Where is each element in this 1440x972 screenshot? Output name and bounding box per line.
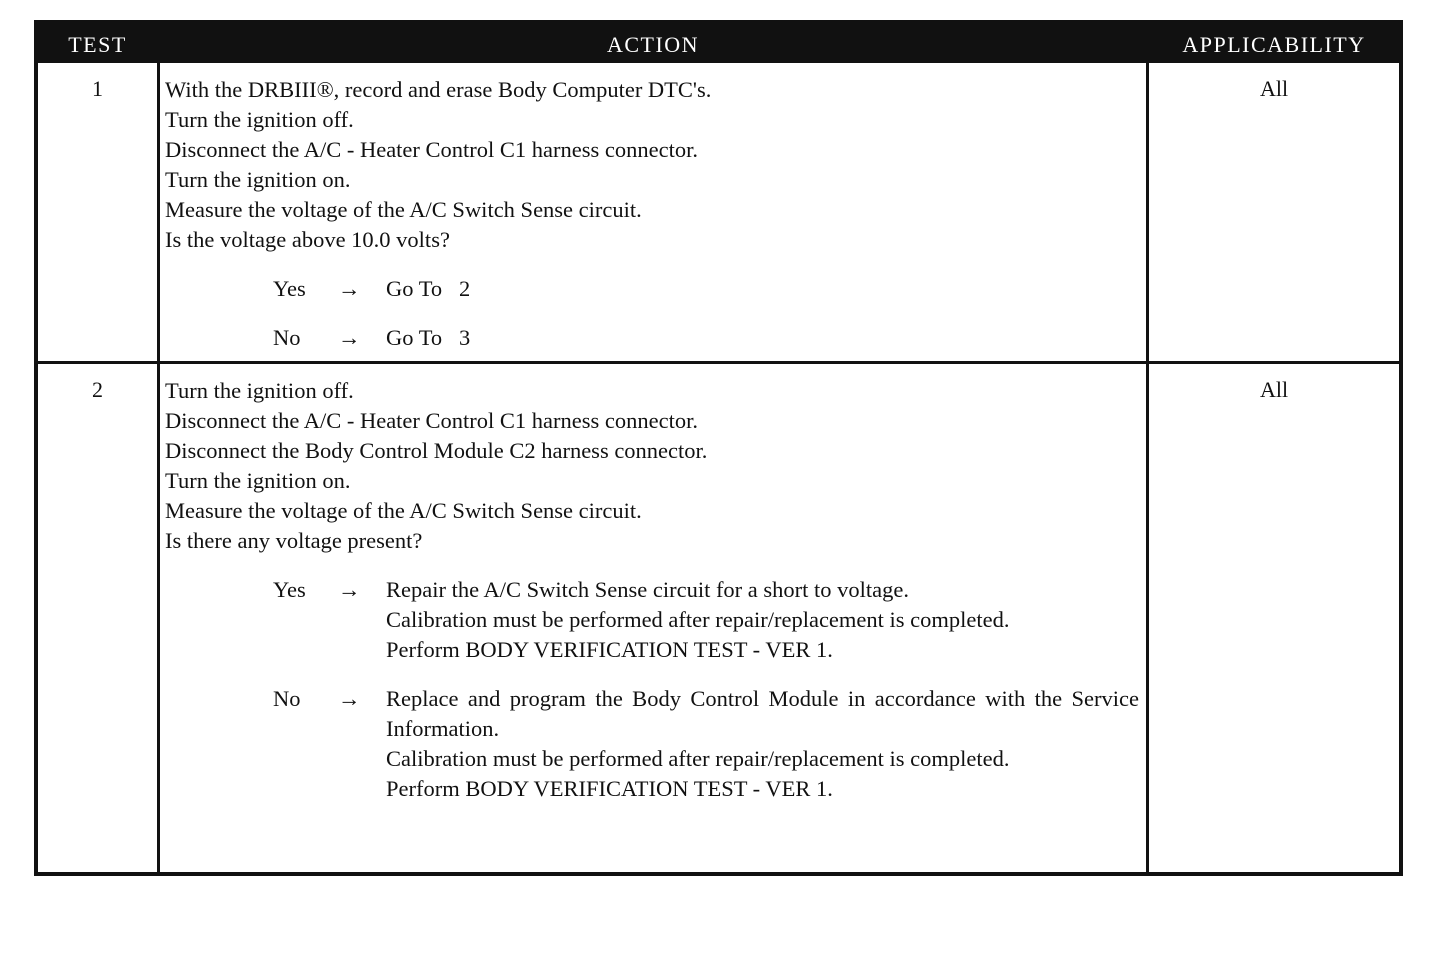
action-cell	[165, 376, 1145, 804]
action-step: With the DRBIII®, record and erase Body Computer DTC's.	[165, 77, 712, 102]
column-divider	[157, 24, 160, 872]
action-step: Measure the voltage of the A/C Switch Sense circuit.	[165, 197, 642, 222]
table-header	[38, 24, 1399, 63]
applicability-value: All	[1259, 76, 1289, 101]
row-divider	[38, 361, 1399, 364]
arrow-icon: →	[338, 686, 361, 711]
outcome-result	[386, 684, 1139, 804]
action-step: Is there any voltage present?	[165, 528, 423, 553]
outcome-yes	[165, 274, 1145, 304]
action-step: Disconnect the Body Control Module C2 harness connector.	[165, 438, 708, 463]
action-cell	[165, 75, 1145, 353]
result-line: Calibration must be performed after repair/replacement is completed.	[386, 607, 1010, 632]
arrow-icon: →	[338, 325, 361, 350]
action-step: Disconnect the A/C - Heater Control C1 harness connector.	[165, 408, 698, 433]
answer-label: Yes	[273, 276, 306, 301]
action-step: Disconnect the A/C - Heater Control C1 harness connector.	[165, 137, 698, 162]
outcome-no	[165, 323, 1145, 353]
result-line: Repair the A/C Switch Sense circuit for a short to voltage.	[386, 577, 910, 602]
outcome-no	[165, 684, 1145, 804]
header-action: ACTION	[606, 32, 700, 57]
test-number: 2	[92, 377, 103, 402]
answer-label: Yes	[273, 577, 306, 602]
answer-label: No	[273, 686, 301, 711]
answer-label: No	[273, 325, 301, 350]
action-step: Turn the ignition on.	[165, 167, 351, 192]
result-line: Calibration must be performed after repair/replacement is completed.	[386, 746, 1010, 771]
test-number: 1	[92, 76, 103, 101]
result-line: Perform BODY VERIFICATION TEST - VER 1.	[386, 637, 833, 662]
result-line: Perform BODY VERIFICATION TEST - VER 1.	[386, 776, 833, 801]
action-step: Turn the ignition off.	[165, 107, 354, 132]
header-applicability: APPLICABILITY	[1182, 32, 1366, 57]
header-test: TEST	[68, 32, 127, 57]
action-step: Turn the ignition off.	[165, 378, 354, 403]
diagnostic-test-table	[34, 20, 1403, 876]
outcome-result: Go To 2	[386, 276, 471, 301]
outcome-result: Go To 3	[386, 325, 471, 350]
outcome-result	[386, 575, 1139, 665]
arrow-icon: →	[338, 577, 361, 602]
action-step: Measure the voltage of the A/C Switch Sense circuit.	[165, 498, 642, 523]
column-divider	[1146, 24, 1149, 872]
action-step: Turn the ignition on.	[165, 468, 351, 493]
outcome-yes	[165, 575, 1145, 665]
action-step: Is the voltage above 10.0 volts?	[165, 227, 450, 252]
result-line: Replace and program the Body Control Module in accordance with the Service Information.	[386, 686, 1139, 741]
applicability-value: All	[1259, 377, 1289, 402]
arrow-icon: →	[338, 276, 361, 301]
